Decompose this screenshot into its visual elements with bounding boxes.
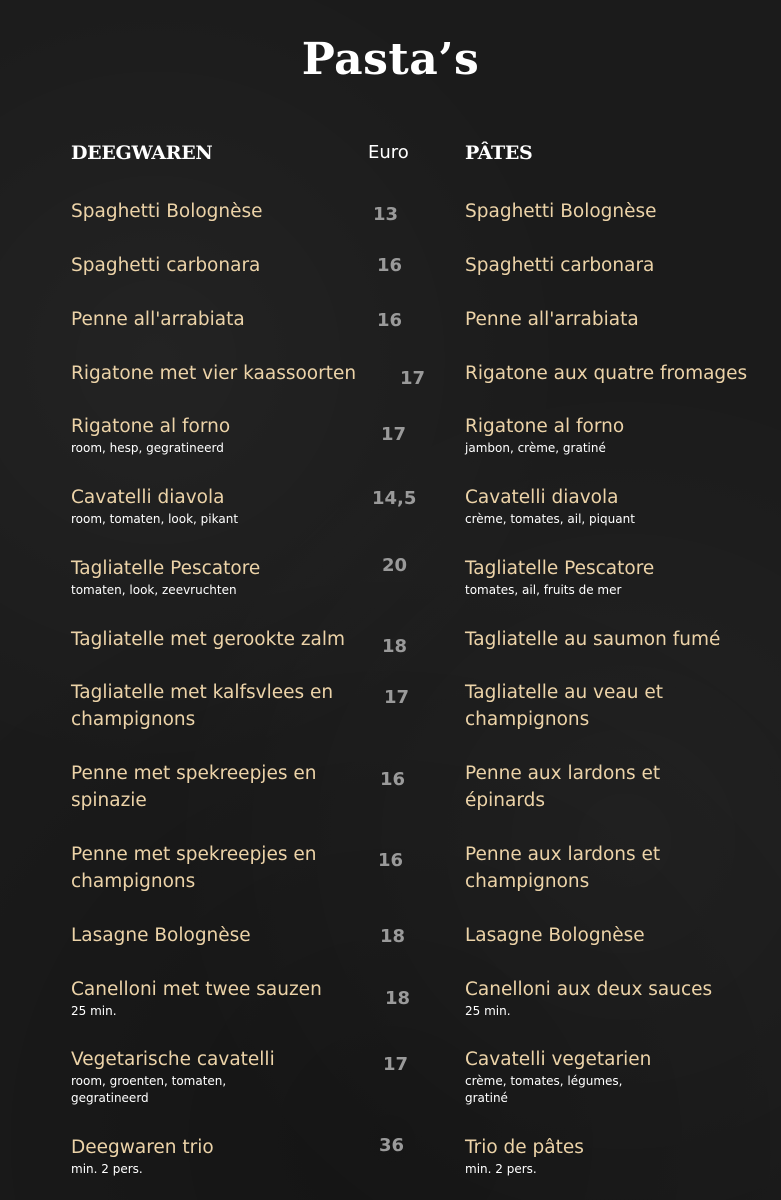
dish-name: champignons	[465, 871, 590, 892]
dish-name: Rigatone met vier kaassoorten	[71, 363, 357, 384]
dish-description: gratiné	[465, 1091, 508, 1105]
dish-name: Tagliatelle au saumon fumé	[465, 629, 721, 650]
menu-item-dutch	[71, 760, 316, 814]
dish-price: 16	[380, 769, 406, 790]
dish-price: 18	[385, 988, 411, 1009]
dish-name: Rigatone al forno	[71, 416, 231, 437]
menu-item-dutch	[71, 841, 316, 895]
menu-item-dutch	[71, 484, 238, 528]
dish-name: Spaghetti Bolognèse	[465, 201, 657, 222]
menu-item-french	[465, 555, 654, 599]
menu-item-dutch	[71, 922, 251, 949]
dish-price: 16	[378, 850, 404, 871]
dish-name: champignons	[71, 871, 196, 892]
menu-item-french	[465, 360, 747, 387]
menu-item-french	[465, 252, 654, 279]
dish-price: 16	[377, 310, 403, 331]
dish-description: room, hesp, gegratineerd	[71, 441, 224, 455]
menu-item-dutch	[71, 679, 333, 733]
dish-name: Vegetarische cavatelli	[71, 1049, 275, 1070]
dish-name: spinazie	[71, 790, 147, 811]
menu-item-french	[465, 1046, 651, 1107]
menu-item-french	[465, 976, 712, 1020]
dish-name: Canelloni met twee sauzen	[71, 979, 322, 1000]
dish-name: Cavatelli vegetarien	[465, 1049, 652, 1070]
dish-name: Spaghetti carbonara	[465, 255, 655, 276]
dish-name: Spaghetti Bolognèse	[71, 201, 263, 222]
dish-name: Penne all'arrabiata	[465, 309, 639, 330]
menu-item-dutch	[71, 555, 260, 599]
dish-name: champignons	[71, 709, 196, 730]
dish-description: crème, tomates, légumes,	[465, 1074, 623, 1088]
dish-name: Tagliatelle Pescatore	[71, 558, 261, 579]
dish-description: 25 min.	[71, 1004, 117, 1018]
dish-price: 16	[377, 255, 403, 276]
french-column-header: PÂTES	[465, 142, 533, 164]
dish-name: Penne aux lardons et	[465, 844, 661, 865]
dish-name: Deegwaren trio	[71, 1137, 214, 1158]
dish-name: Rigatone al forno	[465, 416, 625, 437]
dish-name: Rigatone aux quatre fromages	[465, 363, 748, 384]
menu-item-dutch	[71, 626, 345, 653]
dish-description: crème, tomates, ail, piquant	[465, 512, 635, 526]
dish-price: 18	[382, 636, 408, 657]
dish-price: 17	[400, 368, 426, 389]
dish-description: tomaten, look, zeevruchten	[71, 583, 237, 597]
menu-item-dutch	[71, 360, 356, 387]
menu-item-dutch	[71, 198, 263, 225]
menu-item-french	[465, 922, 645, 949]
dish-price: 17	[383, 1054, 409, 1075]
dish-name: Tagliatelle met gerookte zalm	[71, 629, 346, 650]
dish-description: tomates, ail, fruits de mer	[465, 583, 622, 597]
dish-price: 13	[373, 204, 399, 225]
dish-name: Penne aux lardons et	[465, 763, 661, 784]
dish-name: Spaghetti carbonara	[71, 255, 261, 276]
menu-item-french	[465, 760, 660, 814]
dish-description: min. 2 pers.	[465, 1162, 537, 1176]
dish-name: champignons	[465, 709, 590, 730]
menu-item-dutch	[71, 1046, 275, 1107]
dish-name: Trio de pâtes	[465, 1137, 584, 1158]
menu-item-french	[465, 413, 624, 457]
dutch-column-header: DEEGWAREN	[71, 142, 213, 164]
dish-name: Tagliatelle Pescatore	[465, 558, 655, 579]
menu-item-french	[465, 841, 660, 895]
dish-description: room, tomaten, look, pikant	[71, 512, 239, 526]
dish-name: Canelloni aux deux sauces	[465, 979, 713, 1000]
menu-item-french	[465, 484, 635, 528]
dish-name: Cavatelli diavola	[465, 487, 619, 508]
dish-description: gegratineerd	[71, 1091, 149, 1105]
dish-name: Tagliatelle met kalfsvlees en	[71, 682, 334, 703]
menu-item-french	[465, 306, 639, 333]
dish-price: 17	[384, 687, 410, 708]
price-column-header: Euro	[368, 142, 409, 163]
dish-name: épinards	[465, 790, 545, 811]
menu-item-french	[465, 1134, 584, 1178]
dish-price: 18	[380, 926, 406, 947]
menu-item-dutch	[71, 976, 322, 1020]
dish-name: Tagliatelle au veau et	[465, 682, 663, 703]
menu-item-dutch	[71, 413, 230, 457]
dish-name: Penne met spekreepjes en	[71, 763, 317, 784]
dish-price: 36	[379, 1135, 405, 1156]
menu-item-french	[465, 626, 720, 653]
dish-description: room, groenten, tomaten,	[71, 1074, 227, 1088]
menu-item-french	[465, 198, 657, 225]
dish-name: Penne all'arrabiata	[71, 309, 245, 330]
dish-price: 14,5	[372, 488, 417, 509]
menu-item-dutch	[71, 306, 245, 333]
dish-description: min. 2 pers.	[71, 1162, 143, 1176]
dish-name: Lasagne Bolognèse	[71, 925, 251, 946]
menu-item-dutch	[71, 1134, 214, 1178]
dish-description: jambon, crème, gratiné	[465, 441, 606, 455]
dish-name: Lasagne Bolognèse	[465, 925, 645, 946]
dish-price: 20	[382, 555, 408, 576]
dish-price: 17	[381, 424, 407, 445]
dish-name: Penne met spekreepjes en	[71, 844, 317, 865]
menu-item-dutch	[71, 252, 260, 279]
page-title: Pasta’s	[301, 34, 480, 85]
menu-item-french	[465, 679, 663, 733]
dish-description: 25 min.	[465, 1004, 511, 1018]
dish-name: Cavatelli diavola	[71, 487, 225, 508]
